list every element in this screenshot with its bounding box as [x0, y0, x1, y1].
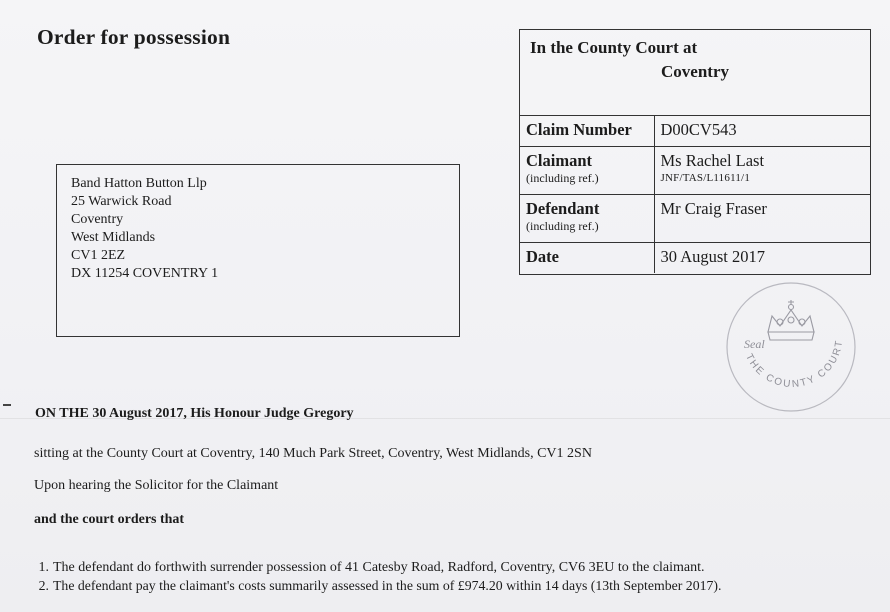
label-cell — [520, 116, 654, 147]
crown-icon — [768, 300, 814, 340]
label-cell — [520, 195, 654, 243]
address-window — [56, 164, 460, 337]
date-label: Date — [526, 247, 559, 266]
court-heading — [520, 30, 870, 115]
hearing-statement: Upon hearing the Solicitor for the Claimant — [34, 478, 279, 493]
claim-number-value: D00CV543 — [660, 120, 737, 139]
table-row-date — [520, 243, 870, 273]
defendant-label: Defendant — [526, 199, 600, 218]
orders-intro: and the court orders that — [34, 512, 185, 527]
margin-mark — [3, 404, 11, 406]
value-cell — [654, 116, 870, 147]
claimant-label: Claimant — [526, 151, 592, 170]
address-line: Band Hatton Button Llp — [71, 176, 207, 191]
claim-number-label: Claim Number — [526, 120, 632, 139]
address-line: 25 Warwick Road — [71, 194, 172, 209]
order-item-number: 1. — [38, 560, 49, 575]
date-value: 30 August 2017 — [660, 247, 766, 266]
case-details-table — [520, 115, 870, 273]
address-line: CV1 2EZ — [71, 248, 126, 263]
address-line: Coventry — [71, 212, 124, 227]
recipient-address — [71, 175, 218, 283]
address-line: DX 11254 COVENTRY 1 — [71, 266, 219, 281]
document-title: Order for possession — [37, 25, 231, 49]
order-item-number: 2. — [38, 578, 49, 593]
order-item — [31, 560, 705, 576]
order-item — [31, 578, 721, 594]
value-cell — [654, 195, 870, 243]
label-cell — [520, 243, 654, 273]
value-cell — [654, 243, 870, 273]
sitting-statement: sitting at the County Court at Coventry, 140 Much Park Street, Coventry, West Midlands, CV1 2SN — [34, 446, 592, 461]
address-line: West Midlands — [71, 230, 156, 245]
claimant-reference: JNF/TAS/L11611/1 — [660, 172, 751, 184]
claimant-label-sub: (including ref.) — [526, 171, 599, 185]
seal-label: Seal — [744, 337, 765, 351]
court-seal-stamp — [724, 280, 858, 414]
table-row-claim-number — [520, 116, 870, 147]
defendant-label-sub: (including ref.) — [526, 219, 599, 233]
table-row-defendant — [520, 195, 870, 243]
table-row-claimant — [520, 147, 870, 195]
order-item-text: The defendant do forthwith surrender possession of 41 Catesby Road, Radford, Coventry, CV6 3EU to the claimant. — [53, 560, 705, 575]
order-item-text: The defendant pay the claimant's costs summarily assessed in the sum of £974.20 within 14 days (13th September 2017). — [53, 578, 722, 593]
court-details-box — [519, 29, 871, 275]
value-cell — [654, 147, 870, 195]
order-heading: ON THE 30 August 2017, His Honour Judge Gregory — [35, 406, 354, 421]
claimant-value: Ms Rachel Last — [660, 151, 765, 170]
court-name-line2: Coventry — [661, 62, 729, 81]
seal-ring-text-path: THE COUNTY COURT — [743, 338, 846, 391]
label-cell — [520, 147, 654, 195]
defendant-value: Mr Craig Fraser — [660, 199, 767, 218]
court-name-line1: In the County Court at — [530, 38, 698, 57]
